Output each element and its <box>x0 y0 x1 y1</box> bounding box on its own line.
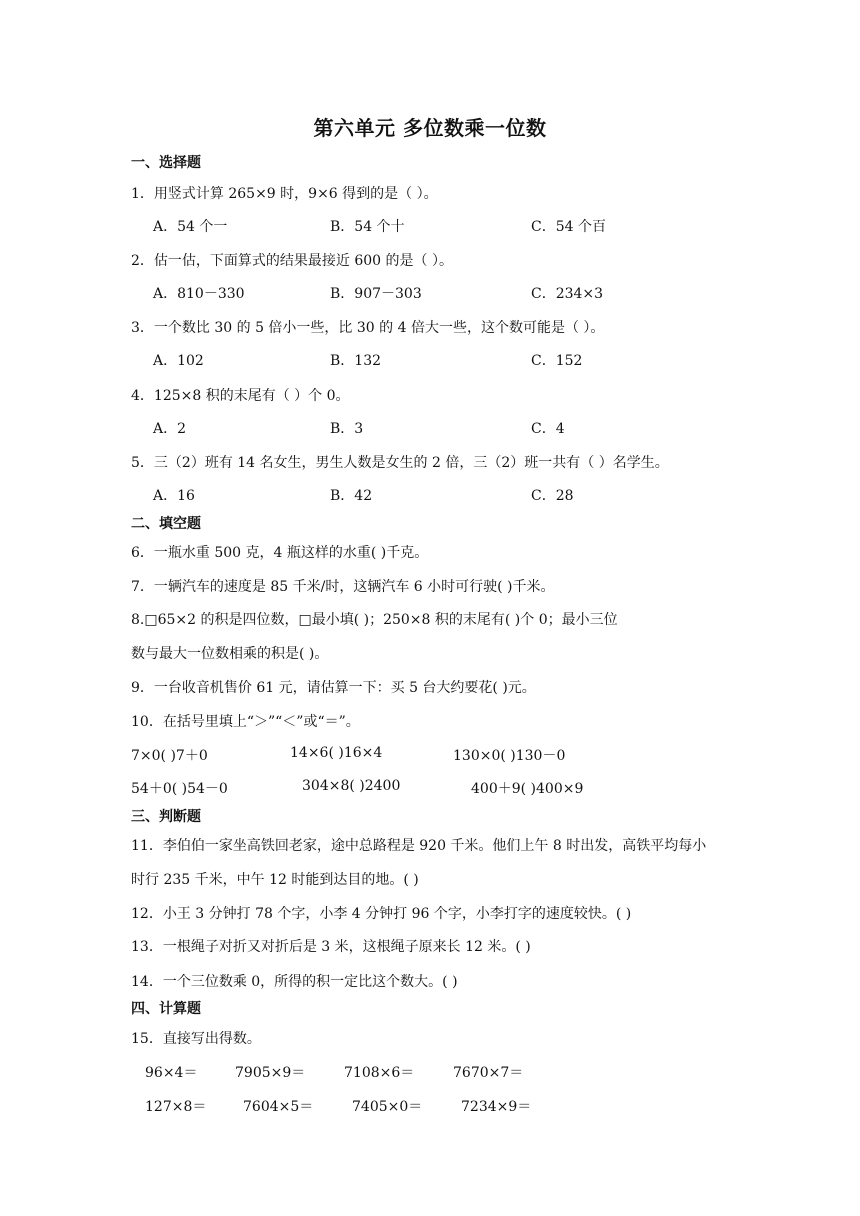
compare-item: 130×0( )130－0 <box>453 748 566 764</box>
question-4: 4．125×8 积的末尾有（ ）个 0。 <box>131 388 350 404</box>
question-14: 14．一个三位数乘 0，所得的积一定比这个数大。( ) <box>131 974 458 990</box>
option-5a: A．16 <box>153 488 195 504</box>
question-2: 2．估一估，下面算式的结果最接近 600 的是（ ）。 <box>131 253 453 269</box>
question-6: 6．一瓶水重 500 克，4 瓶这样的水重( )千克。 <box>131 545 429 561</box>
compare-item: 400＋9( )400×9 <box>471 781 584 797</box>
option-3b: B．132 <box>330 353 382 369</box>
question-7: 7．一辆汽车的速度是 85 千米/时，这辆汽车 6 小时可行驶( )千米。 <box>131 579 555 595</box>
calc-item: 7108×6＝ <box>344 1065 415 1081</box>
question-10: 10．在括号里填上“＞”“＜”或“＝”。 <box>131 714 360 730</box>
question-1: 1．用竖式计算 265×9 时，9×6 得到的是（ ）。 <box>131 186 438 202</box>
compare-item: 7×0( )7＋0 <box>131 748 208 764</box>
option-2b: B．907－303 <box>330 286 422 302</box>
question-9: 9．一台收音机售价 61 元，请估算一下：买 5 台大约要花( )元。 <box>131 680 536 696</box>
option-3a: A．102 <box>153 353 204 369</box>
calc-item: 96×4＝ <box>145 1065 198 1081</box>
compare-item: 14×6( )16×4 <box>290 745 383 761</box>
question-5: 5．三（2）班有 14 名女生，男生人数是女生的 2 倍，三（2）班一共有（ ）名学生。 <box>131 455 669 471</box>
compare-item: 54＋0( )54－0 <box>131 781 228 797</box>
question-12: 12．小王 3 分钟打 78 个字，小李 4 分钟打 96 个字，小李打字的速度较快。( ) <box>131 906 632 922</box>
page-title: 第六单元 多位数乘一位数 <box>313 116 547 140</box>
option-5b: B．42 <box>330 488 373 504</box>
option-2a: A．810－330 <box>153 286 245 302</box>
option-3c: C．152 <box>531 353 583 369</box>
section-heading-calc: 四、计算题 <box>131 1001 201 1017</box>
calc-item: 127×8＝ <box>145 1099 207 1115</box>
option-4b: B．3 <box>330 421 364 437</box>
option-2c: C．234×3 <box>531 286 604 302</box>
calc-item: 7604×5＝ <box>243 1099 314 1115</box>
section-heading-choice: 一、选择题 <box>131 155 201 171</box>
calc-item: 7670×7＝ <box>453 1065 524 1081</box>
option-4c: C．4 <box>531 421 565 437</box>
question-8-line-1: 8.□65×2 的积是四位数，□最小填( )；250×8 积的末尾有( )个 0；最小三位 <box>131 612 618 628</box>
option-4a: A．2 <box>153 421 187 437</box>
option-1b: B．54 个十 <box>330 219 405 235</box>
option-1c: C．54 个百 <box>531 219 606 235</box>
question-11-line-2: 时行 235 千米，中午 12 时能到达目的地。( ) <box>131 872 419 888</box>
question-3: 3．一个数比 30 的 5 倍小一些，比 30 的 4 倍大一些，这个数可能是（ ）。 <box>131 320 605 336</box>
calc-item: 7405×0＝ <box>352 1099 423 1115</box>
section-heading-fill: 二、填空题 <box>131 516 201 532</box>
question-11-line-1: 11．李伯伯一家坐高铁回老家，途中总路程是 920 千米。他们上午 8 时出发，高铁平均每小 <box>131 838 707 854</box>
question-15: 15．直接写出得数。 <box>131 1031 261 1047</box>
option-5c: C．28 <box>531 488 574 504</box>
question-13: 13．一根绳子对折又对折后是 3 米，这根绳子原来长 12 米。( ) <box>131 939 531 955</box>
section-heading-judge: 三、判断题 <box>131 809 201 825</box>
option-1a: A．54 个一 <box>153 219 228 235</box>
calc-item: 7234×9＝ <box>461 1099 532 1115</box>
calc-item: 7905×9＝ <box>235 1065 306 1081</box>
question-8-line-2: 数与最大一位数相乘的积是( )。 <box>131 646 329 662</box>
compare-item: 304×8( )2400 <box>302 778 401 794</box>
